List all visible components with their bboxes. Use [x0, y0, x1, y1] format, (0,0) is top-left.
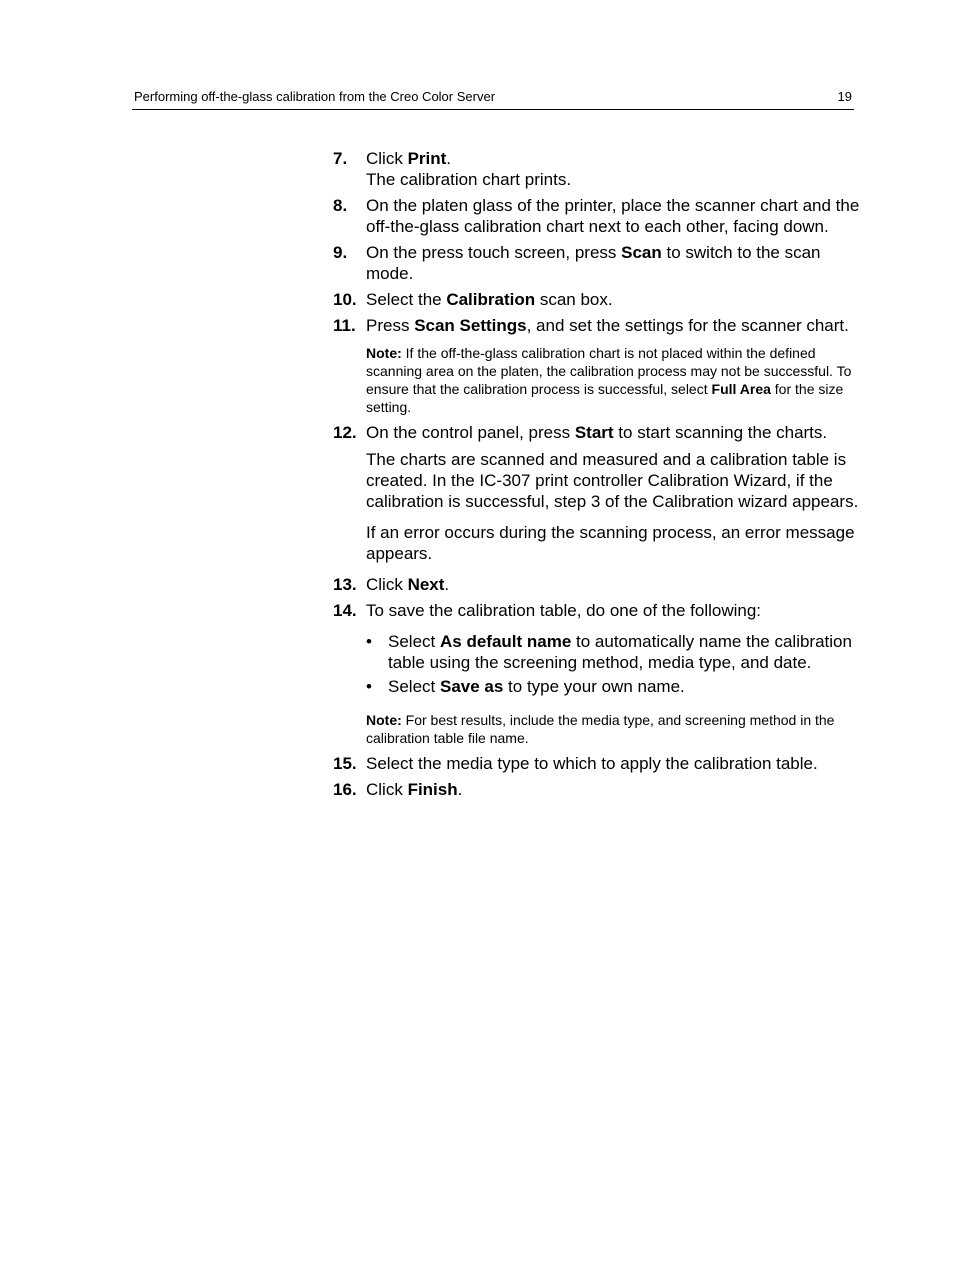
bullet-text: Select: [388, 677, 440, 696]
step-9: [333, 242, 863, 284]
step-number: 16.: [333, 780, 357, 799]
step-text: to start scanning the charts.: [613, 423, 828, 442]
note-text: If the off-the-glass calibration chart is not placed within the defined scanning area on the platen, the calibration process may not be successful. To ensure that the calibration process is successful, select: [366, 345, 852, 397]
step-text: Click: [366, 149, 408, 168]
step-number: 10.: [333, 290, 357, 309]
header-title: Performing off-the-glass calibration from the Creo Color Server: [134, 89, 496, 104]
procedure-content: [333, 148, 863, 805]
page-number: 19: [837, 89, 852, 104]
ui-term: Calibration: [446, 290, 536, 309]
step-10: [333, 289, 863, 310]
step-number: 15.: [333, 754, 357, 773]
note-label: Note:: [366, 712, 402, 728]
step-number: 7.: [333, 149, 348, 168]
step-text: Click: [366, 780, 408, 799]
step-text: On the press touch screen, press: [366, 243, 622, 262]
step-text: To save the calibration table, do one of the following:: [366, 601, 762, 620]
step-text: to switch to the scan mode.: [366, 243, 821, 283]
bullet-dot: •: [366, 632, 372, 651]
step-14: [333, 600, 863, 621]
list-item: [366, 676, 863, 697]
step-text: On the control panel, press: [366, 423, 575, 442]
step-number: 12.: [333, 423, 357, 442]
step-text: Select the media type to which to apply the calibration table.: [366, 754, 818, 773]
step-number: 13.: [333, 575, 357, 594]
bullet-dot: •: [366, 677, 372, 696]
note-text: For best results, include the media type, and screening method in the calibration table file name.: [366, 712, 835, 746]
bullet-text: Select: [388, 632, 440, 651]
step-15: [333, 753, 863, 774]
ui-term: Start: [574, 423, 614, 442]
list-item: [366, 631, 863, 673]
note-full-area: [333, 344, 863, 416]
ui-term: Print: [407, 149, 447, 168]
step-number: 14.: [333, 601, 357, 620]
ui-term: Full Area: [711, 381, 771, 397]
step-text: scan box.: [535, 290, 613, 309]
step-text: On the platen glass of the printer, place the scanner chart and the off-the-glass calibration chart next to each other, facing down.: [366, 196, 860, 236]
step-text: .: [457, 780, 463, 799]
step-number: 11.: [333, 316, 356, 335]
step-text: Select the: [366, 290, 447, 309]
ui-term: Finish: [407, 780, 458, 799]
step-7: [333, 148, 863, 190]
step-number: 8.: [333, 196, 348, 215]
ui-term: Next: [407, 575, 445, 594]
ui-term: Scan: [621, 243, 662, 262]
ui-term: As default name: [439, 632, 572, 651]
step-text: Press: [366, 316, 415, 335]
step-text: .: [446, 149, 452, 168]
step-text: .: [444, 575, 450, 594]
step-12: [333, 422, 863, 443]
step-13: [333, 574, 863, 595]
step-text: , and set the settings for the scanner chart.: [526, 316, 849, 335]
step-result: The calibration chart prints.: [366, 170, 572, 189]
ui-term: Save as: [439, 677, 504, 696]
step-8: [333, 195, 863, 237]
step-16: [333, 779, 863, 800]
ui-term: Scan Settings: [414, 316, 527, 335]
step-number: 9.: [333, 243, 348, 262]
page-header: [132, 87, 854, 110]
step-text: Click: [366, 575, 408, 594]
bullet-text: to type your own name.: [503, 677, 685, 696]
bullet-text: to automatically name the calibration table using the screening method, media type, and date.: [388, 632, 852, 672]
note-file-name: [333, 711, 863, 747]
note-label: Note:: [366, 345, 402, 361]
note-text: for the size setting.: [366, 381, 844, 415]
paragraph-scan-result: The charts are scanned and measured and a calibration table is created. In the IC-307 print controller Calibration Wizard, if the calibration is successful, step 3 of the Calibration wizard appears.: [366, 450, 859, 511]
step-11: [333, 315, 863, 336]
bullet-list: [333, 631, 863, 697]
paragraph-error: If an error occurs during the scanning process, an error message appears.: [366, 523, 855, 563]
